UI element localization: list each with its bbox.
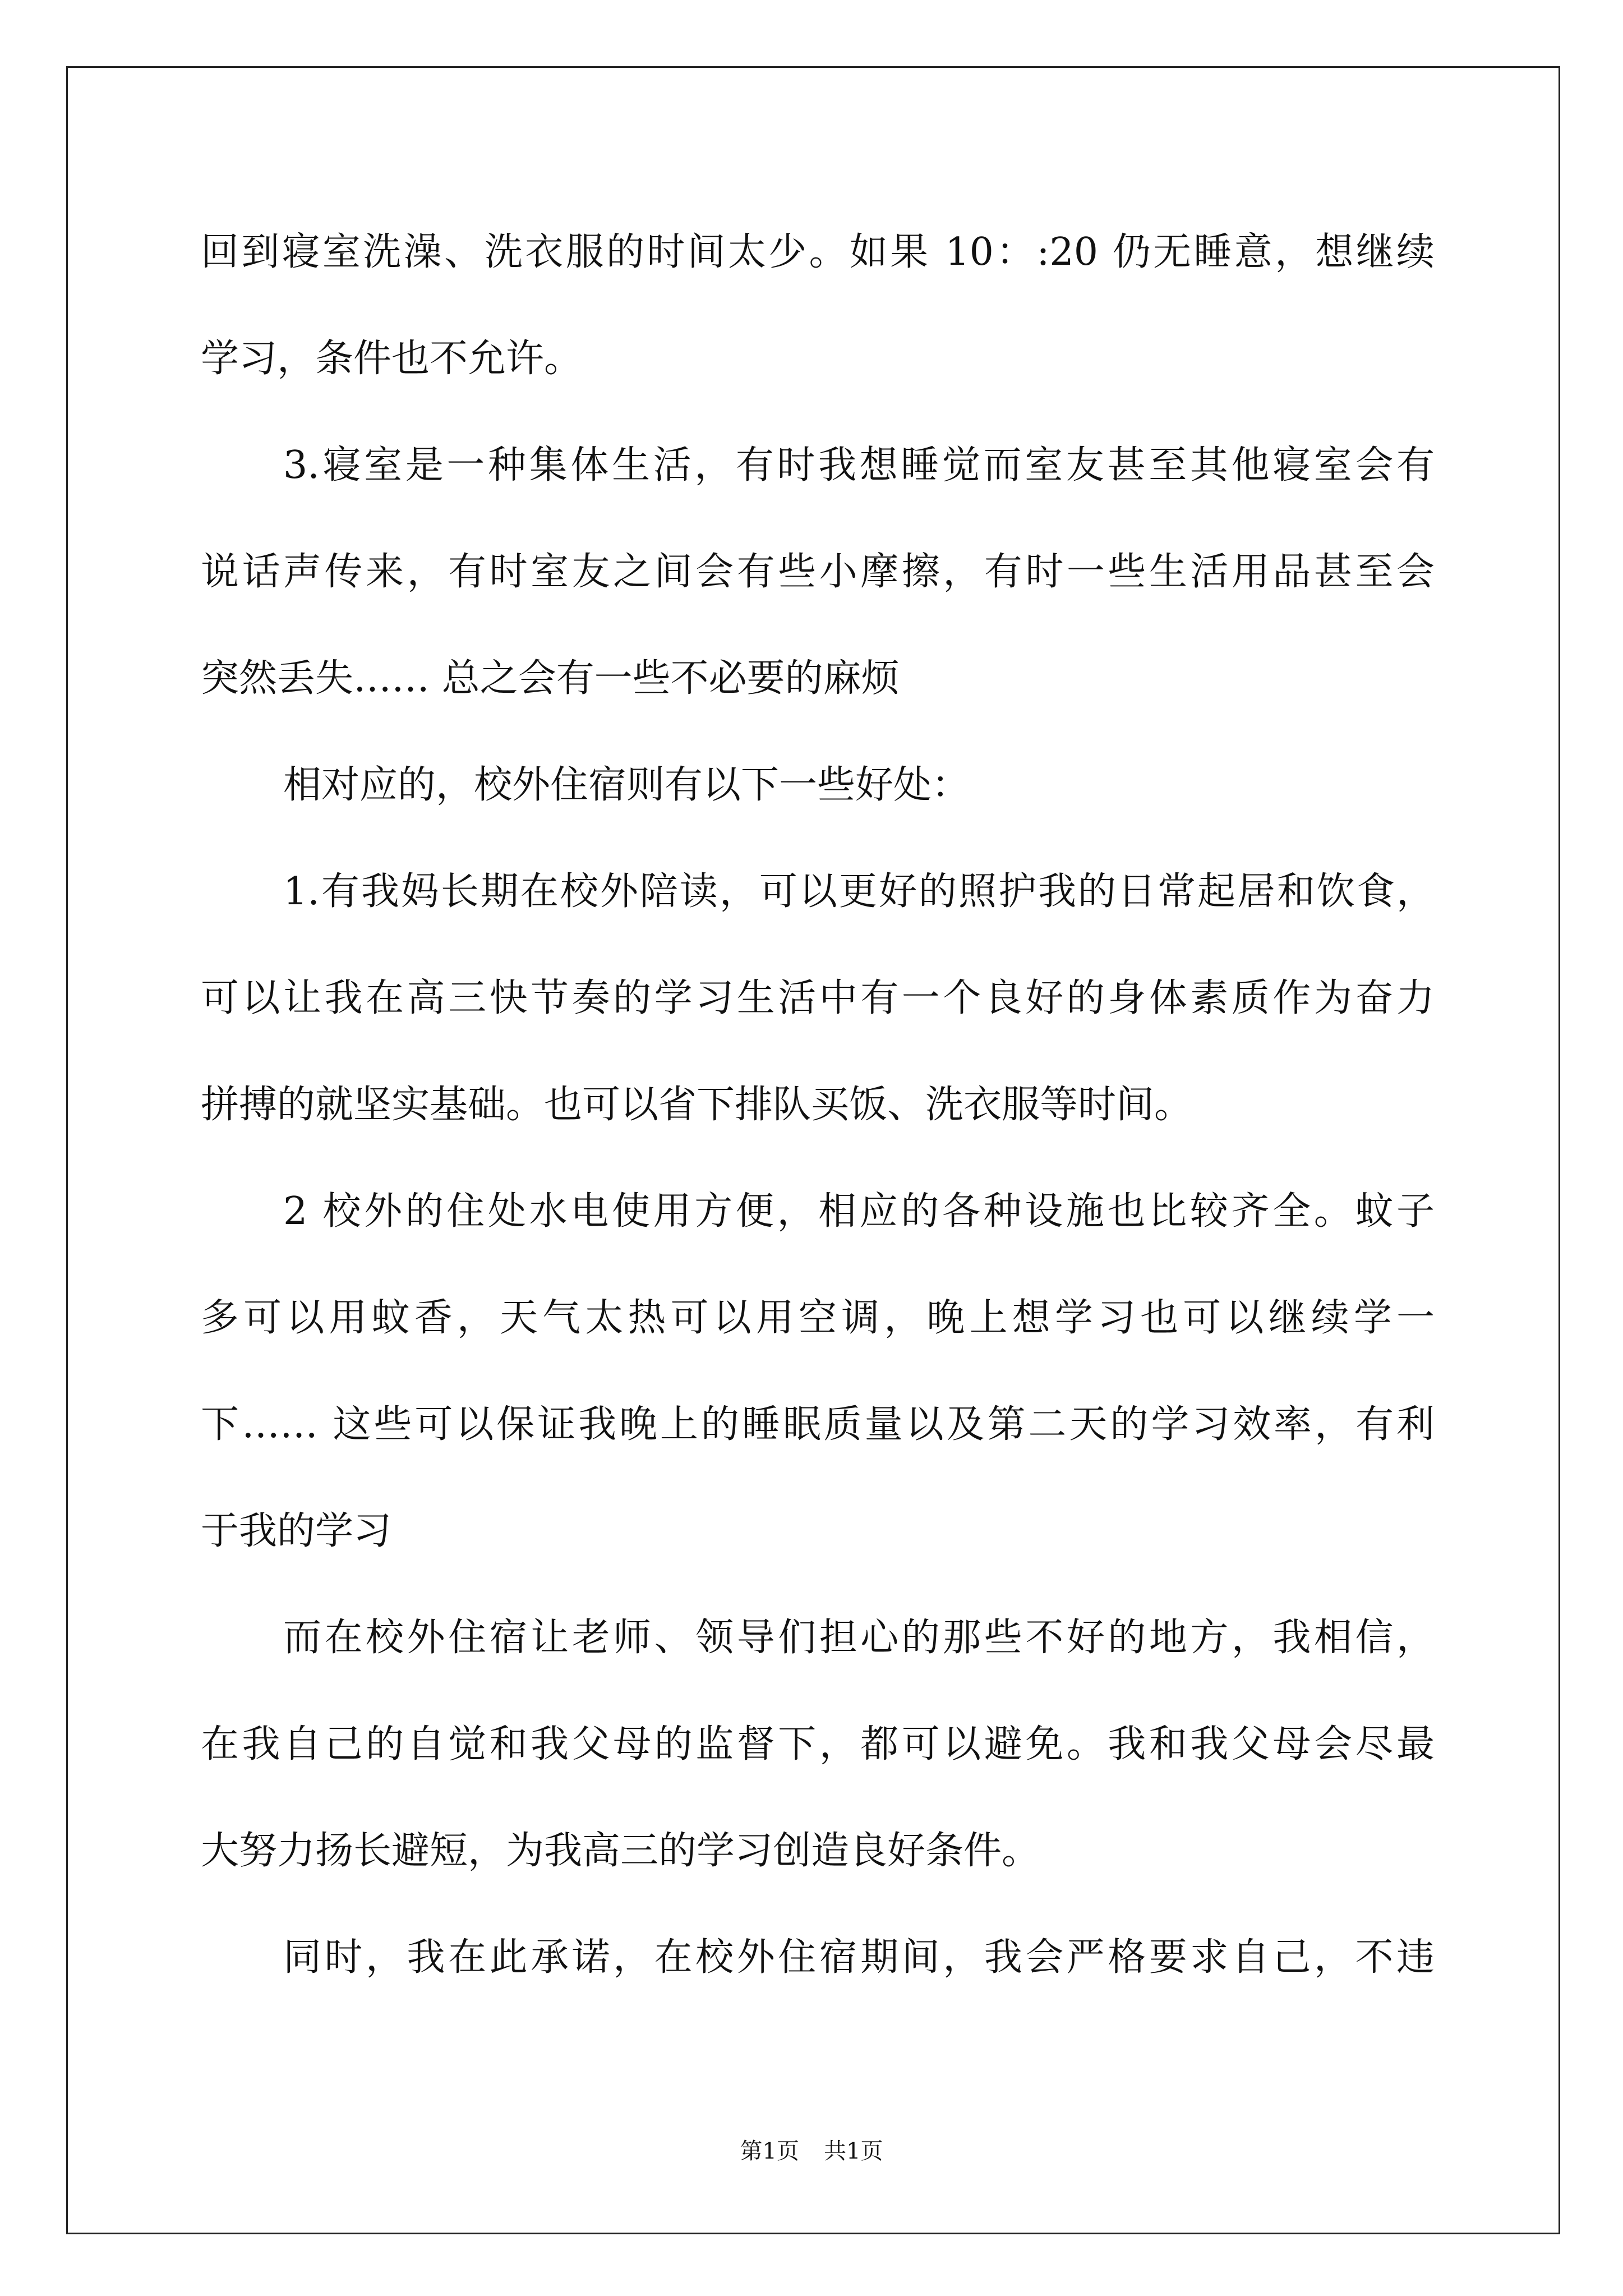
page-footer — [0, 2134, 1623, 2168]
text-line: 3.寝室是一种集体生活，有时我想睡觉而室友甚至其他寝室会有 — [283, 443, 1435, 487]
page-number: 第1页 — [740, 2138, 799, 2164]
text-line: 2 校外的住处水电使用方便，相应的各种设施也比较齐全。蚊子 — [283, 1189, 1435, 1234]
document-body — [201, 199, 1435, 2011]
text-line: 说话声传来，有时室友之间会有些小摩擦，有时一些生活用品甚至会 — [201, 550, 1435, 594]
text-line: 在我自己的自觉和我父母的监督下，都可以避免。我和我父母会尽最 — [201, 1722, 1435, 1766]
text-line: 同时，我在此承诺，在校外住宿期间，我会严格要求自己，不违 — [283, 1935, 1435, 1980]
text-line: 学习，条件也不允许。 — [201, 337, 583, 381]
text-line: 拼搏的就坚实基础。也可以省下排队买饭、洗衣服等时间。 — [201, 1083, 1193, 1127]
text-line: 突然丢失…… 总之会有一些不必要的麻烦 — [201, 656, 900, 701]
text-line: 相对应的，校外住宿则有以下一些好处： — [283, 763, 970, 807]
text-line: 1.有我妈长期在校外陪读，可以更好的照护我的日常起居和饮食， — [283, 869, 1435, 914]
text-line: 多可以用蚊香，天气太热可以用空调，晚上想学习也可以继续学一 — [201, 1296, 1435, 1340]
text-line: 可以让我在高三快节奏的学习生活中有一个良好的身体素质作为奋力 — [201, 976, 1435, 1020]
text-line: 下…… 这些可以保证我晚上的睡眠质量以及第二天的学习效率，有利 — [201, 1402, 1435, 1447]
text-line: 而在校外住宿让老师、领导们担心的那些不好的地方，我相信， — [283, 1616, 1435, 1660]
text-line: 大努力扬长避短，为我高三的学习创造良好条件。 — [201, 1829, 1040, 1873]
text-line: 回到寝室洗澡、洗衣服的时间太少。如果 10：:20 仍无睡意，想继续 — [201, 230, 1435, 274]
text-line: 于我的学习 — [201, 1509, 392, 1553]
page-total: 共1页 — [824, 2138, 883, 2164]
